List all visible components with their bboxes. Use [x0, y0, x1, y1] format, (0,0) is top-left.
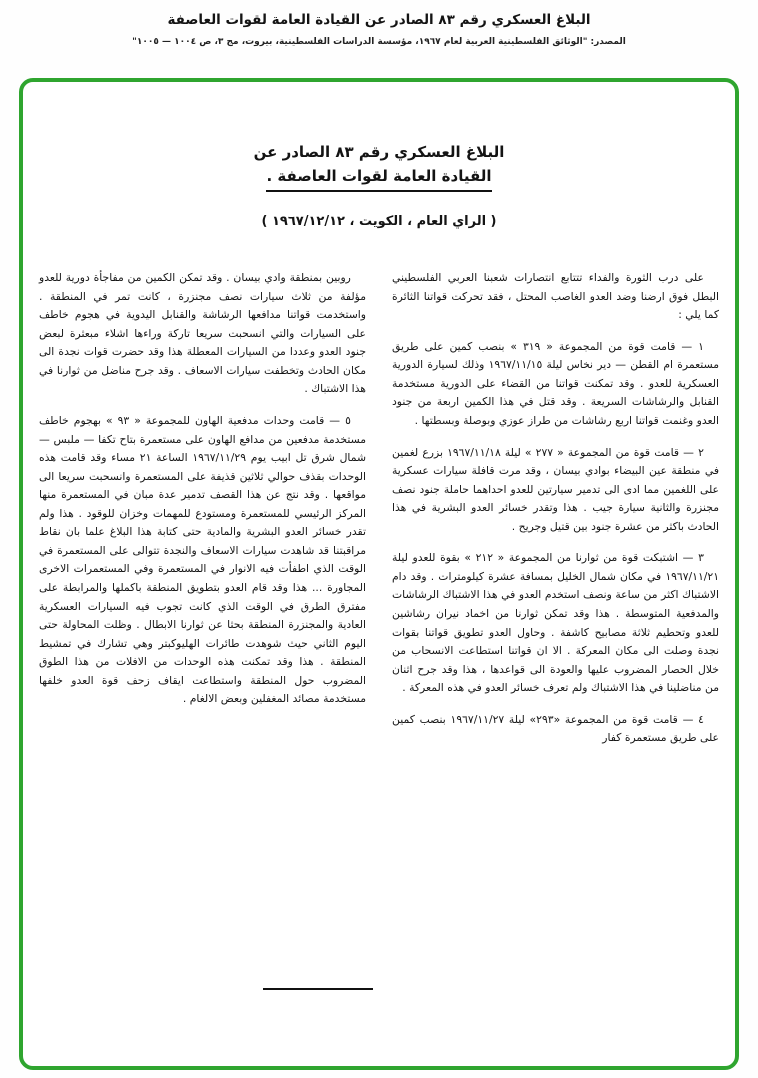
- paragraph-intro: على درب الثورة والفداء تتتابع انتصارات شعبنا العربي الفلسطيني البطل فوق ارضنا وضد العدو الغاصب المحتل ، فقد تحركت قواتنا الثائرة كما يلي :: [392, 271, 719, 322]
- header-title: البلاغ العسكري رقم ٨٣ الصادر عن القيادة العامة لقوات العاصفة: [167, 12, 591, 28]
- document-frame: [19, 78, 739, 1070]
- paragraph-item-3: ٣ — اشتبكت قوة من ثوارنا من المجموعة « ٢١٢ » بقوة للعدو ليلة ١٩٦٧/١١/٢١ في مكان شمال الخليل بمسافة عشرة كيلومترات . وقد دام الاشتباك اكثر من ساعة ونصف استخدم العدو في هذا الاشتباك الرشاشات والمدفعية المتوسطة . هذا وقد تمكن ثوارنا من اخماد نيران رشاشين للعدو وتحطيم ثلاثة مصابيح كاشفة . وحاول العدو تطويق قواتنا بقوات نجدة وصلت الى مكان المعركة . الا ان قواتنا استطاعت الانسحاب من خلال الحصار المضروب عليها والعودة الى قواعدها ، هذا وقد جرح اثنان من مناضلينا في هذا الاشتباك ولم تعرف خسائر العدو في هذه المعركة .: [392, 551, 719, 695]
- header-source: المصدر: "الوثائق الفلسطينية العربية لعام ١٩٦٧، مؤسسة الدراسات الفلسطينية، بيروت، مج ٣، ص ١٠٠٤ — ١٠٠٥": [132, 37, 626, 47]
- paragraph-item-2: ٢ — قامت قوة من المجموعة « ٢٧٧ » ليلة ١٩٦٧/١١/١٨ بزرع لغمين في منطقة عين البيضاء بوادي بيسان ، وقد مرت قافلة سيارات عسكرية على اللغمين مما ادى الى تدمير سيارتين للعدو احداهما حاملة جنود نصف مجنزرة والثانية سيارة جيب . هذا وتقدر خسائر العدو البشرية في هذا الحادث باكثر من عشرة جنود بين قتيل وجريح .: [392, 445, 719, 533]
- column-left: [39, 269, 366, 761]
- footer-rule: [263, 988, 373, 990]
- communique-title-line2: القيادة العامة لقوات العاصفة .: [266, 164, 491, 192]
- communique-subtitle: ( الراي العام ، الكويت ، ١٩٦٧/١٢/١٢ ): [261, 214, 497, 229]
- page-header: [0, 0, 758, 47]
- communique-title-line1: البلاغ العسكري رقم ٨٣ الصادر عن: [253, 143, 505, 161]
- communique-title: [23, 140, 735, 192]
- paragraph-item-5: ٥ — قامت وحدات مدفعية الهاون للمجموعة « ٩٣ » بهجوم خاطف مستخدمة مدفعين من مدافع الهاون على مستعمرة بتاح تكفا — ملبس — شمال شرق تل ابيب يوم ١٩٦٧/١١/٢٩ الساعة ٢١ مساء وقد قامت هذه الوحدات بقذف حوالي ثلاثين قذيفة على المستعمرة وانسحبت سريعا الى مواقعها . وقد نتج عن هذا القصف تدمير عدة مبان في المستعمرة منها المركز الرئيسي للمستعمرة ومستودع للمهمات وخزان للوقود . هذا ولم تقدر خسائر العدو البشرية والمادية حتى كتابة هذا البلاغ علما بان نقاط مراقبتنا قد شاهدت سيارات الاسعاف والنجدة تتوالى على المستعمرة في الوقت الذي اطفأت فيه الانوار في المستعمرة وفي المستعمرات الاخرى المجاورة ... هذا وقد قام العدو بتطويق المنطقة باكملها والمرابطة على مفترق الطرق في الوقت الذي كانت تجوب فيه السيارات العسكرية العادية والمجنزرة المنطقة بحثا عن ثوارنا الابطال . وظلت المحاولة حتى اليوم الثاني حيث شوهدت طائرات الهليوكبتر وهي تشارك في تمشيط المنطقة . هذا وقد تمكنت هذه الوحدات من الافلات من هذا الطوق المضروب حول المنطقة واستطاعت ايقاف زحف قوة العدو خلفها مستخدمة مصائد المغفلين وبعض الالغام .: [39, 413, 366, 706]
- paragraph-item-4-continued: روبين بمنطقة وادي بيسان . وقد تمكن الكمين من مفاجأة دورية للعدو مؤلفة من ثلاث سيارات نصف مجنزرة ، كانت تمر في المنطقة . واستخدمت قواتنا مدافعها الرشاشة والقنابل اليدوية في هجوم خاطف على السيارات والتي انسحبت سريعا تاركة وراءها اشلاء مبعثرة لبعض جنود العدو وعددا من السيارات المعطلة هذا وقد حضرت قوات نجدة الى مكان الحادث وتخطفت سيارات الاسعاف . وقد جرح مناضل من ثوارنا في هذا الاشتباك .: [39, 271, 366, 396]
- paragraph-item-4: ٤ — قامت قوة من المجموعة «٢٩٣» ليلة ١٩٦٧/١١/٢٧ بنصب كمين على طريق مستعمرة كفار: [392, 712, 719, 745]
- text-columns: [23, 269, 735, 761]
- column-right: [392, 269, 719, 761]
- paragraph-item-1: ١ — قامت قوة من المجموعة « ٣١٩ » بنصب كمين على طريق مستعمرة ام القطن — دير نخاس ليلة ١٩٦٧/١١/١٥ وذلك لسيارة الدورية العسكرية للعدو . وقد تمكنت قواتنا من القضاء على الدورية مستخدمة القنابل والرشاشات السريعة . وقد قتل في هذا الكمين اربعة من جنود العدو وغنمت قواتنا اربع رشاشات من طراز عوزي وبوصلة وبسطتها .: [392, 339, 719, 427]
